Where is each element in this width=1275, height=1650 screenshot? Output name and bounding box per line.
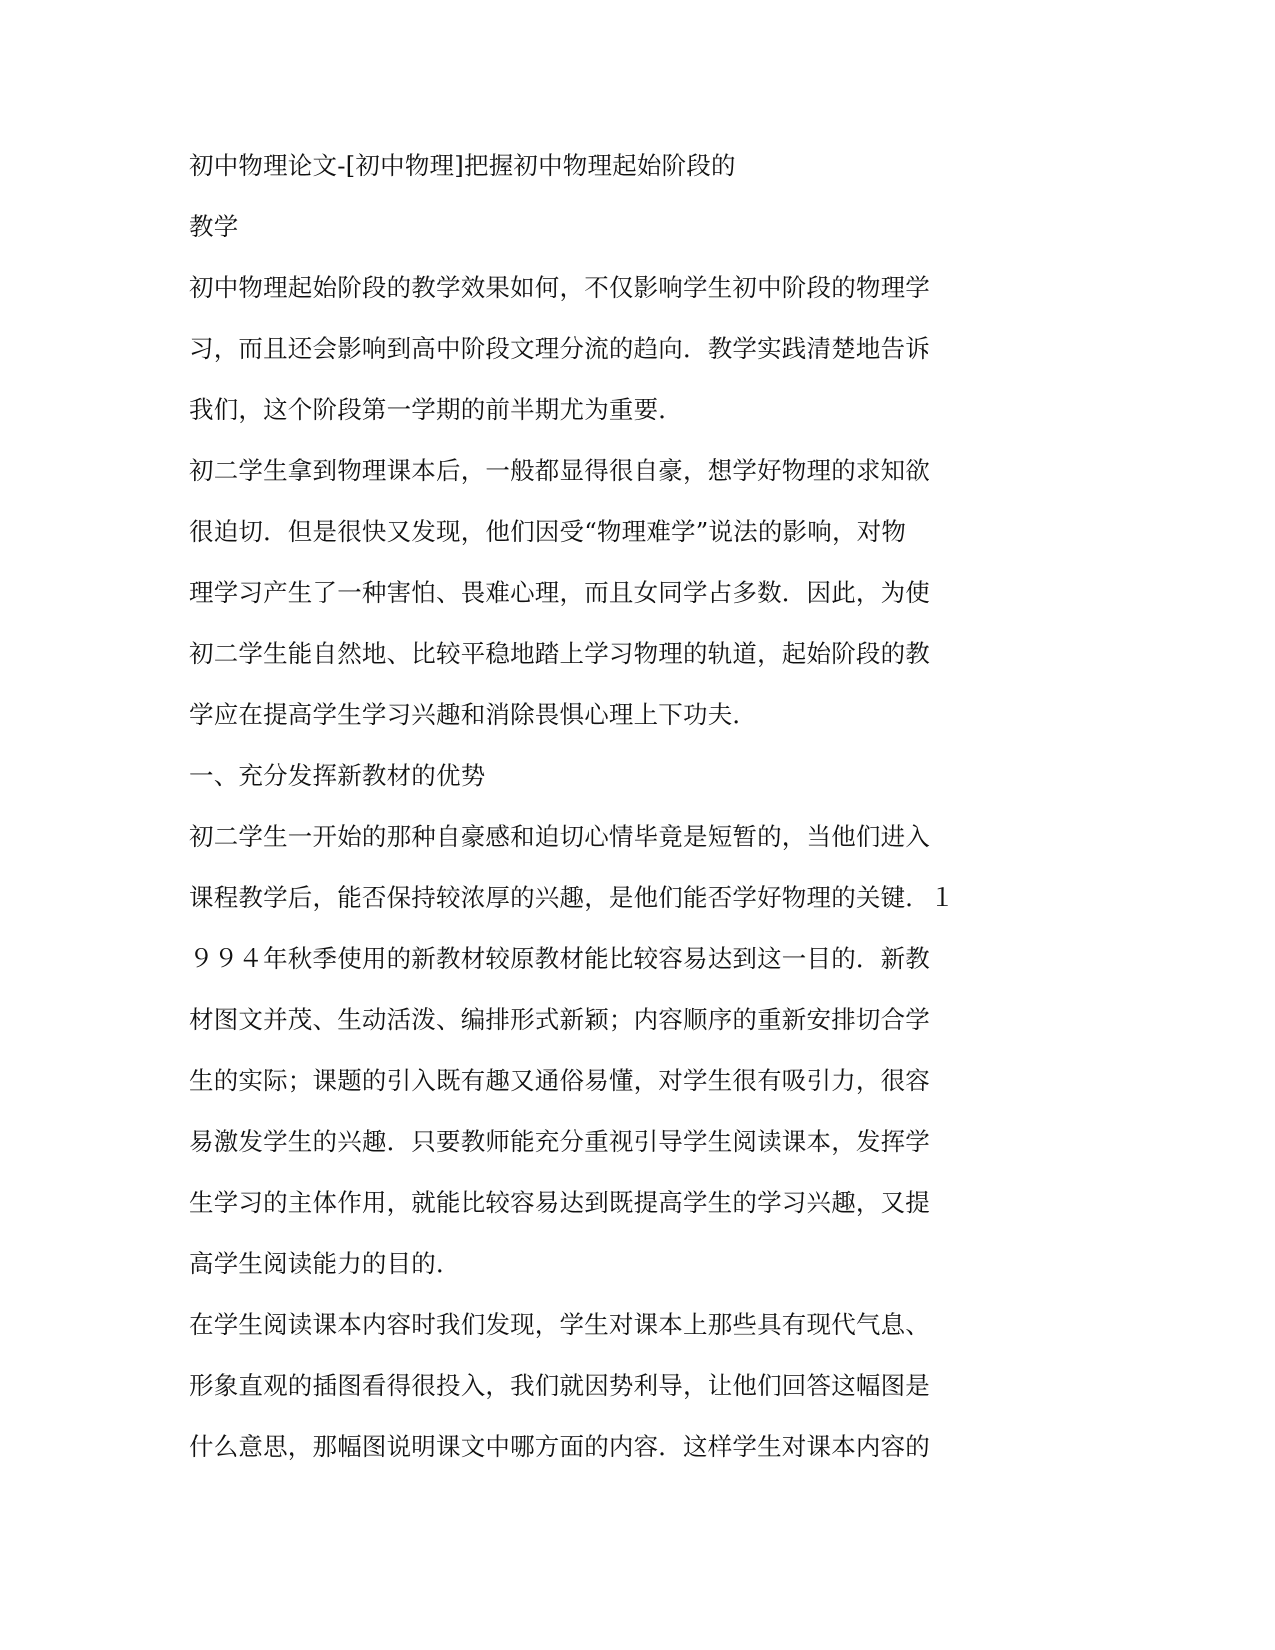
- body-line: 生学习的主体作用，就能比较容易达到既提高学生的学习兴趣，又提: [189, 1188, 930, 1217]
- body-line: 易激发学生的兴趣．只要教师能充分重视引导学生阅读课本，发挥学: [189, 1127, 930, 1156]
- body-line: 高学生阅读能力的目的．: [189, 1249, 461, 1278]
- body-line: 什么意思，那幅图说明课文中哪方面的内容．这样学生对课本内容的: [189, 1432, 930, 1461]
- document-content: [189, 146, 1089, 1488]
- body-line: 初二学生拿到物理课本后，一般都显得很自豪，想学好物理的求知欲: [189, 456, 930, 485]
- body-line: 形象直观的插图看得很投入，我们就因势利导，让他们回答这幅图是: [189, 1371, 930, 1400]
- body-line: 很迫切．但是很快又发现，他们因受“物理难学”说法的影响，对物: [189, 517, 907, 546]
- title-line: 初中物理论文-[初中物理]把握初中物理起始阶段的: [189, 151, 736, 180]
- body-line: 材图文并茂、生动活泼、编排形式新颖；内容顺序的重新安排切合学: [189, 1005, 930, 1034]
- section-heading: 一、充分发挥新教材的优势: [189, 761, 486, 790]
- body-line: 初中物理起始阶段的教学效果如何，不仅影响学生初中阶段的物理学: [189, 273, 930, 302]
- body-line: 学应在提高学生学习兴趣和消除畏惧心理上下功夫．: [189, 700, 758, 729]
- body-line: 习，而且还会影响到高中阶段文理分流的趋向．教学实践清楚地告诉: [189, 334, 930, 363]
- body-line: 初二学生一开始的那种自豪感和迫切心情毕竟是短暂的，当他们进入: [189, 822, 930, 851]
- body-line: 初二学生能自然地、比较平稳地踏上学习物理的轨道，起始阶段的教: [189, 639, 930, 668]
- body-line: 生的实际；课题的引入既有趣又通俗易懂，对学生很有吸引力，很容: [189, 1066, 930, 1095]
- title-line: 教学: [189, 212, 239, 241]
- body-line: 理学习产生了一种害怕、畏难心理，而且女同学占多数．因此，为使: [189, 578, 930, 607]
- body-line: 在学生阅读课本内容时我们发现，学生对课本上那些具有现代气息、: [189, 1310, 930, 1339]
- body-line: 我们，这个阶段第一学期的前半期尤为重要．: [189, 395, 683, 424]
- body-line: ９９４年秋季使用的新教材较原教材能比较容易达到这一目的．新教: [189, 944, 930, 973]
- body-line: 课程教学后，能否保持较浓厚的兴趣，是他们能否学好物理的关键．１: [189, 883, 955, 912]
